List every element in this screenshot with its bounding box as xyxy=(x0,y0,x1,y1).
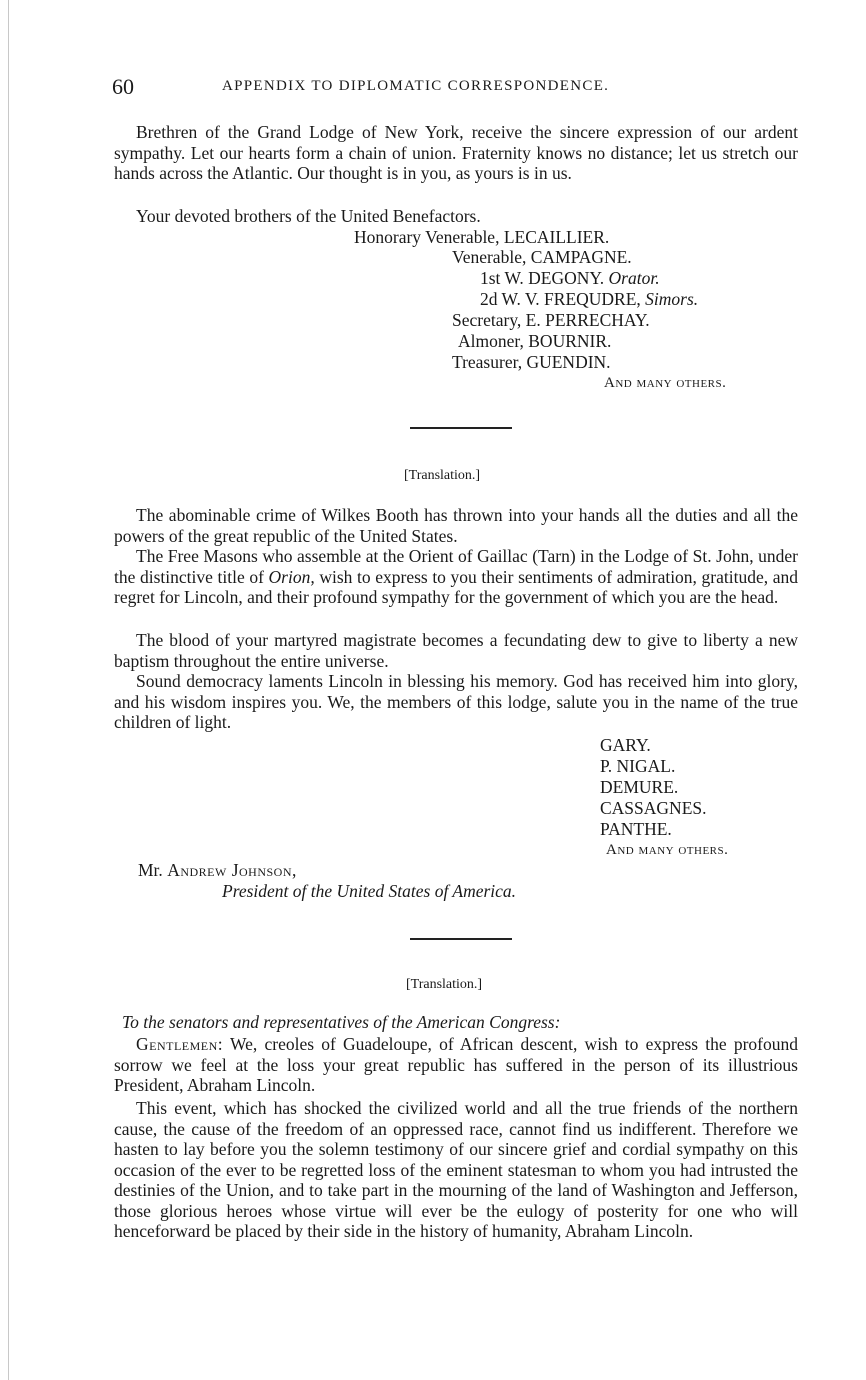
translation-heading: [Translation.] xyxy=(406,977,483,992)
letter1-and-many-others: And many others. xyxy=(604,375,727,391)
signature-second-warden: 2d W. V. FREQUDRE, Simors. xyxy=(480,289,699,309)
signature-treasurer: Treasurer, GUENDIN. xyxy=(452,352,611,372)
signature-secretary: Secretary, E. PERRECHAY. xyxy=(452,310,650,330)
letter2-and-many-others: And many others. xyxy=(606,842,729,858)
signer-name: GARY. xyxy=(600,735,651,755)
translation-heading: [Translation.] xyxy=(404,468,481,483)
letter3-paragraph-2: This event, which has shocked the civilized world and all the true friends of the northern cause, the cause of the freedom of an oppressed race, cannot find us indifferent. Therefore we hasten to lay before you the solemn testimony of our sincere grief and cordial sympathy on this occasion of the ever to be regretted loss of the eminent statesman to whom you had intrusted the destinies of the Union, and to take part in the mourning of the land of Washington and Jefferson, those glorious heroes whose virtue will ever be the eulogy of posterity for one who will henceforward be placed by their side in the history of humanity, Abraham Lincoln. xyxy=(114,1098,798,1241)
signer-name: PANTHE. xyxy=(600,819,672,839)
running-title: APPENDIX TO DIPLOMATIC CORRESPONDENCE. xyxy=(222,78,610,94)
page-edge-line xyxy=(8,0,9,1380)
running-header xyxy=(112,74,802,104)
letter3-salutation: To the senators and representatives of the American Congress: xyxy=(122,1012,561,1032)
letter2-paragraph-1: The abominable crime of Wilkes Booth has thrown into your hands all the duties and all the powers of the great republic of the United States. xyxy=(114,505,798,546)
signer-name: DEMURE. xyxy=(600,777,679,797)
addressee-line: Mr. Andrew Johnson, xyxy=(138,860,297,880)
addressee-title: President of the United States of America. xyxy=(222,881,517,901)
signature-venerable: Venerable, CAMPAGNE. xyxy=(452,247,632,267)
signature-almoner: Almoner, BOURNIR. xyxy=(458,331,612,351)
letter2-paragraph-4: Sound democracy laments Lincoln in blessing his memory. God has received him into glory, and his wisdom inspires you. We, the members of this lodge, salute you in the name of the true children of light. xyxy=(114,671,798,732)
letter1-closing: Your devoted brothers of the United Benefactors. xyxy=(136,206,481,226)
signer-name: CASSAGNES. xyxy=(600,798,707,818)
section-divider xyxy=(410,427,512,429)
signature-honorary-venerable: Honorary Venerable, LECAILLIER. xyxy=(354,227,610,247)
page-number: 60 xyxy=(112,74,134,99)
signer-name: P. NIGAL. xyxy=(600,756,676,776)
letter3-paragraph-1: Gentlemen: We, creoles of Guadeloupe, of African descent, wish to express the profound sorrow we feel at the loss your great republic has suffered in the person of its illustrious President, Abraham Lincoln. xyxy=(114,1034,798,1095)
letter1-body: Brethren of the Grand Lodge of New York, receive the sincere expression of our ardent sympathy. Let our hearts form a chain of union. Fraternity knows no distance; let us stretch our hands across the Atlantic. Our thought is in you, as yours is in us. xyxy=(114,122,798,183)
letter2-paragraph-3: The blood of your martyred magistrate becomes a fecundating dew to give to liberty a new baptism throughout the entire universe. xyxy=(114,630,798,671)
letter2-paragraph-2: The Free Masons who assemble at the Orient of Gaillac (Tarn) in the Lodge of St. John, under the distinctive title of Orion, wish to express to you their sentiments of admiration, gratitude, and regret for Lincoln, and their profound sympathy for the government of which you are the head. xyxy=(114,546,799,607)
section-divider xyxy=(410,938,512,940)
signature-first-warden: 1st W. DEGONY. Orator. xyxy=(480,268,660,288)
